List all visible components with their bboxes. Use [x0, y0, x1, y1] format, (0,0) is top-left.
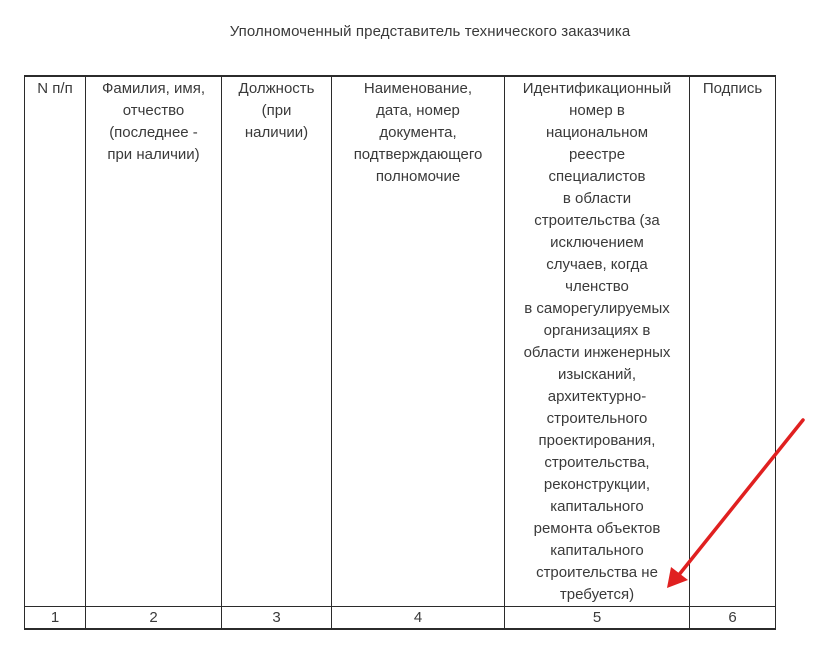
- specialists-table: [24, 75, 776, 630]
- document-title: Уполномоченный представитель технического заказчика: [229, 23, 631, 40]
- column-header-authority-document: Наименование, дата, номер документа, подтверждающего полномочие: [332, 76, 505, 607]
- column-header-signature: Подпись: [690, 76, 776, 607]
- column-header-number: N п/п: [25, 76, 86, 607]
- column-header-full-name: Фамилия, имя, отчество (последнее - при наличии): [86, 76, 222, 607]
- column-number-cell: 5: [505, 607, 690, 630]
- column-number-cell: 6: [690, 607, 776, 630]
- column-header-registry-id: Идентификационный номер в национальном реестре специалистов в области строительства (за исключением случаев, когда членство в саморегулируемых организациях в области инженерных изысканий, архитектурно- строительного проектирования, строительства, реконструкции, капитального ремонта объектов капитального строительства не требуется): [505, 76, 690, 607]
- column-number-cell: 1: [25, 607, 86, 630]
- column-number-cell: 3: [222, 607, 332, 630]
- column-number-row: [25, 607, 776, 630]
- header-row: [25, 76, 776, 607]
- column-header-position: Должность (при наличии): [222, 76, 332, 607]
- column-number-cell: 2: [86, 607, 222, 630]
- column-number-cell: 4: [332, 607, 505, 630]
